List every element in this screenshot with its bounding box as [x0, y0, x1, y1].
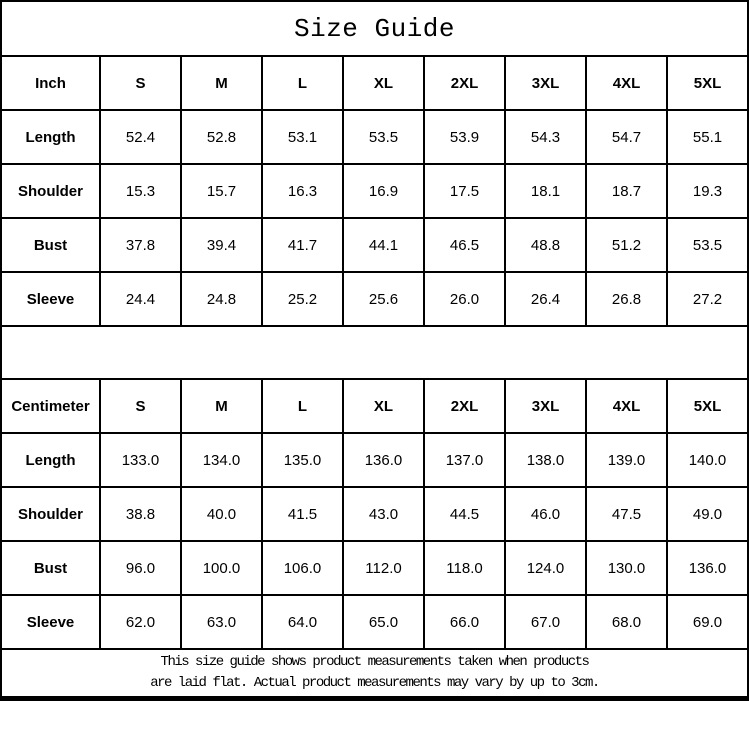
value-cell: 18.7	[586, 164, 667, 218]
value-cell: 53.5	[343, 110, 424, 164]
value-cell: 140.0	[667, 433, 748, 487]
value-cell: 52.8	[181, 110, 262, 164]
value-cell: 43.0	[343, 487, 424, 541]
value-cell: 17.5	[424, 164, 505, 218]
footer-row	[1, 649, 748, 699]
unit-header-cell: Inch	[1, 56, 100, 110]
value-cell: 62.0	[100, 595, 181, 649]
value-cell: 64.0	[262, 595, 343, 649]
measurement-row	[1, 272, 748, 326]
value-cell: 118.0	[424, 541, 505, 595]
measurement-row	[1, 487, 748, 541]
size-header-cell: L	[262, 56, 343, 110]
value-cell: 53.5	[667, 218, 748, 272]
value-cell: 52.4	[100, 110, 181, 164]
size-header-cell: 4XL	[586, 379, 667, 433]
value-cell: 27.2	[667, 272, 748, 326]
value-cell: 46.0	[505, 487, 586, 541]
row-label-cell: Shoulder	[1, 487, 100, 541]
value-cell: 39.4	[181, 218, 262, 272]
footer-note-line2: are laid flat. Actual product measurements may vary by up to 3cm.	[150, 675, 599, 691]
row-label-cell: Length	[1, 433, 100, 487]
row-label-cell: Sleeve	[1, 272, 100, 326]
value-cell: 18.1	[505, 164, 586, 218]
value-cell: 135.0	[262, 433, 343, 487]
value-cell: 51.2	[586, 218, 667, 272]
value-cell: 49.0	[667, 487, 748, 541]
row-label-cell: Shoulder	[1, 164, 100, 218]
value-cell: 24.8	[181, 272, 262, 326]
row-label-cell: Sleeve	[1, 595, 100, 649]
size-header-cell: 5XL	[667, 56, 748, 110]
value-cell: 136.0	[343, 433, 424, 487]
value-cell: 47.5	[586, 487, 667, 541]
value-cell: 41.5	[262, 487, 343, 541]
row-label-cell: Bust	[1, 218, 100, 272]
size-header-cell: 3XL	[505, 379, 586, 433]
size-header-row	[1, 379, 748, 433]
cm-table-body	[1, 379, 748, 649]
value-cell: 26.0	[424, 272, 505, 326]
value-cell: 55.1	[667, 110, 748, 164]
measurement-row	[1, 595, 748, 649]
measurement-row	[1, 433, 748, 487]
size-header-cell: 3XL	[505, 56, 586, 110]
value-cell: 19.3	[667, 164, 748, 218]
size-header-cell: M	[181, 56, 262, 110]
value-cell: 37.8	[100, 218, 181, 272]
value-cell: 53.1	[262, 110, 343, 164]
value-cell: 65.0	[343, 595, 424, 649]
row-label-cell: Length	[1, 110, 100, 164]
value-cell: 26.4	[505, 272, 586, 326]
size-header-cell: S	[100, 379, 181, 433]
value-cell: 137.0	[424, 433, 505, 487]
inch-table-body	[1, 56, 748, 326]
value-cell: 138.0	[505, 433, 586, 487]
value-cell: 53.9	[424, 110, 505, 164]
value-cell: 139.0	[586, 433, 667, 487]
value-cell: 134.0	[181, 433, 262, 487]
value-cell: 16.9	[343, 164, 424, 218]
footer-note-line1: This size guide shows product measurements taken when products	[160, 654, 589, 670]
value-cell: 44.5	[424, 487, 505, 541]
gap-row	[1, 326, 748, 379]
value-cell: 136.0	[667, 541, 748, 595]
row-label-cell: Bust	[1, 541, 100, 595]
size-header-cell: S	[100, 56, 181, 110]
value-cell: 38.8	[100, 487, 181, 541]
value-cell: 41.7	[262, 218, 343, 272]
value-cell: 44.1	[343, 218, 424, 272]
value-cell: 124.0	[505, 541, 586, 595]
value-cell: 26.8	[586, 272, 667, 326]
measurement-row	[1, 110, 748, 164]
title-section	[1, 1, 748, 56]
value-cell: 69.0	[667, 595, 748, 649]
size-header-cell: 2XL	[424, 56, 505, 110]
size-header-cell: 5XL	[667, 379, 748, 433]
value-cell: 25.6	[343, 272, 424, 326]
value-cell: 15.7	[181, 164, 262, 218]
unit-header-cell: Centimeter	[1, 379, 100, 433]
gap-section	[1, 326, 748, 379]
footer-note	[1, 649, 748, 699]
value-cell: 25.2	[262, 272, 343, 326]
value-cell: 15.3	[100, 164, 181, 218]
value-cell: 46.5	[424, 218, 505, 272]
spacer-cell	[1, 326, 748, 379]
value-cell: 100.0	[181, 541, 262, 595]
value-cell: 54.3	[505, 110, 586, 164]
value-cell: 40.0	[181, 487, 262, 541]
page-title: Size Guide	[1, 1, 748, 56]
title-row	[1, 1, 748, 56]
value-cell: 67.0	[505, 595, 586, 649]
value-cell: 24.4	[100, 272, 181, 326]
value-cell: 133.0	[100, 433, 181, 487]
measurement-row	[1, 218, 748, 272]
value-cell: 130.0	[586, 541, 667, 595]
measurement-row	[1, 541, 748, 595]
size-header-cell: L	[262, 379, 343, 433]
value-cell: 106.0	[262, 541, 343, 595]
value-cell: 112.0	[343, 541, 424, 595]
footer-section	[1, 649, 748, 699]
size-header-cell: M	[181, 379, 262, 433]
value-cell: 54.7	[586, 110, 667, 164]
value-cell: 96.0	[100, 541, 181, 595]
measurement-row	[1, 164, 748, 218]
size-header-cell: 4XL	[586, 56, 667, 110]
value-cell: 66.0	[424, 595, 505, 649]
value-cell: 68.0	[586, 595, 667, 649]
value-cell: 48.8	[505, 218, 586, 272]
size-header-cell: XL	[343, 56, 424, 110]
size-header-cell: XL	[343, 379, 424, 433]
size-header-cell: 2XL	[424, 379, 505, 433]
value-cell: 16.3	[262, 164, 343, 218]
value-cell: 63.0	[181, 595, 262, 649]
size-header-row	[1, 56, 748, 110]
